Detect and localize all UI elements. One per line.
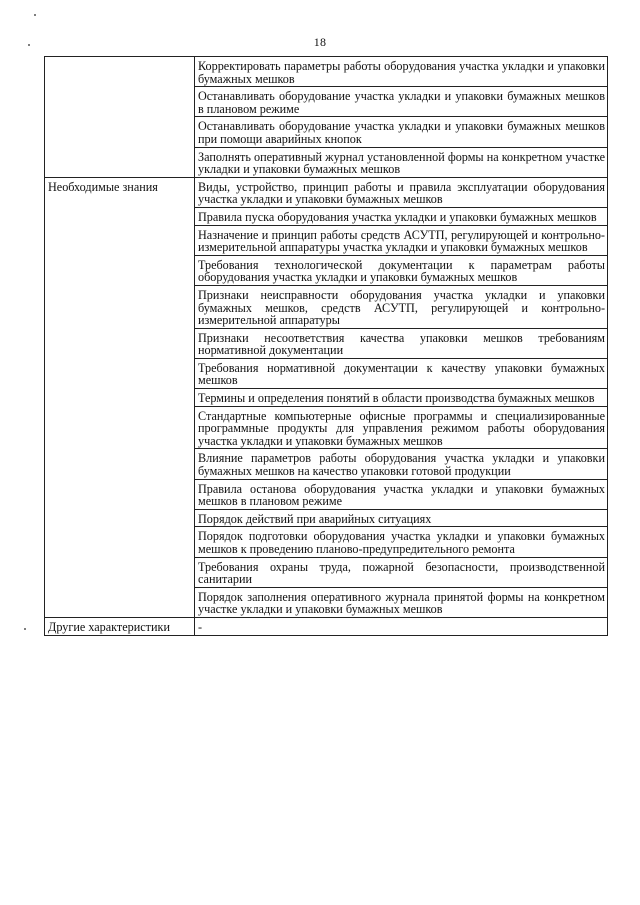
table-row [45, 177, 608, 207]
page-number: 18 [313, 35, 327, 49]
knowledge-item: Правила пуска оборудования участка укладки и упаковки бумажных мешков [195, 207, 608, 225]
knowledge-item: Требования технологической документации к параметрам работы оборудования участка укладки и упаковки бумажных мешков [195, 255, 608, 285]
knowledge-item: Порядок подготовки оборудования участка укладки и упаковки бумажных мешков к проведению планово-предупредительного ремонта [195, 527, 608, 557]
knowledge-item: Требования нормативной документации к качеству упаковки бумажных мешков [195, 358, 608, 388]
scan-speck [24, 628, 26, 630]
other-characteristics-value: - [195, 617, 608, 635]
requirements-table [44, 56, 608, 636]
knowledge-item: Виды, устройство, принцип работы и правила эксплуатации оборудования участка укладки и упаковки бумажных мешков [195, 177, 608, 207]
knowledge-label: Необходимые знания [45, 177, 195, 617]
knowledge-item: Термины и определения понятий в области производства бумажных мешков [195, 389, 608, 407]
knowledge-item: Признаки неисправности оборудования участка укладки и упаковки бумажных мешков, средств АСУТП, регулирующей и контрольно-измерительной аппаратуры [195, 285, 608, 328]
knowledge-item: Требования охраны труда, пожарной безопасности, производственной санитарии [195, 557, 608, 587]
knowledge-item: Признаки несоответствия качества упаковки мешков требованиям нормативной документации [195, 328, 608, 358]
skill-item: Останавливать оборудование участка укладки и упаковки бумажных мешков при помощи аварийных кнопок [195, 117, 608, 147]
knowledge-item: Порядок заполнения оперативного журнала принятой формы на конкретном участке укладки и упаковки бумажных мешков [195, 587, 608, 617]
scan-speck [34, 14, 36, 16]
skill-item: Останавливать оборудование участка укладки и упаковки бумажных мешков в плановом режиме [195, 87, 608, 117]
skill-item: Корректировать параметры работы оборудования участка укладки и упаковки бумажных мешков [195, 57, 608, 87]
skills-label-cell [45, 57, 195, 178]
knowledge-item: Стандартные компьютерные офисные программы и специализированные программные продукты для управления режимом работы оборудования участка укладки и упаковки бумажных мешков [195, 406, 608, 449]
skill-item: Заполнять оперативный журнал установленной формы на конкретном участке укладки и упаковки бумажных мешков [195, 147, 608, 177]
table-row [45, 57, 608, 87]
knowledge-item: Правила останова оборудования участка укладки и упаковки бумажных мешков в плановом режиме [195, 479, 608, 509]
other-characteristics-label: Другие характеристики [45, 617, 195, 635]
knowledge-item: Порядок действий при аварийных ситуациях [195, 509, 608, 527]
table-row [45, 617, 608, 635]
knowledge-item: Влияние параметров работы оборудования участка укладки и упаковки бумажных мешков на качество упаковки готовой продукции [195, 449, 608, 479]
knowledge-item: Назначение и принцип работы средств АСУТП, регулирующей и контрольно-измерительной аппаратуры участка укладки и упаковки бумажных мешков [195, 225, 608, 255]
